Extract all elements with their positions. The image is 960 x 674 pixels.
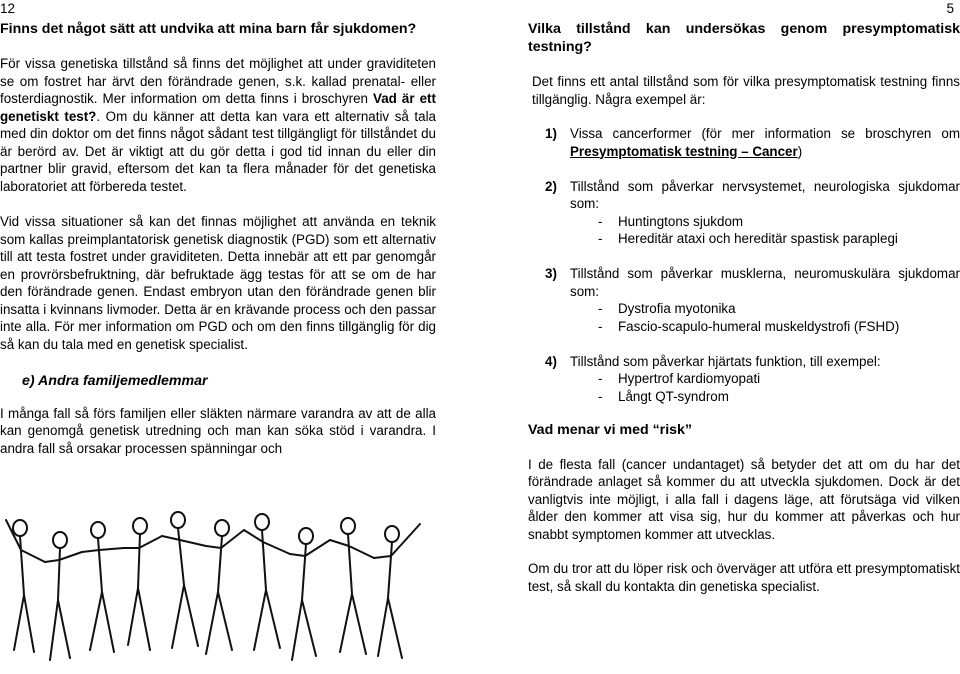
- sub-list-item: [570, 213, 960, 231]
- paragraph-prenatal-text-c: . Om du känner att detta kan vara ett alternativ så tala med din doktor om det finns något sådant test tillgängligt för tillståndet du är berörd av. Det är viktigt att du gör detta i god tid innan du eller din partner blir gravid, eftersom det kan ta flera månader för det genetiska laboratoriet att förbereda testet.: [0, 108, 436, 194]
- dancing-figures-illustration: [0, 500, 440, 674]
- list-item-number: 2): [545, 178, 557, 194]
- right-heading: Vilka tillstånd kan undersökas genom presymptomatisk testning?: [528, 21, 960, 55]
- brochure-title: Vad är ett genetiskt test?: [0, 91, 436, 124]
- sub-list: [570, 370, 960, 405]
- sub-list-item-text: Dystrofia myotonika: [618, 301, 736, 316]
- list-item-text-a: Vissa cancerformer (för mer information se broschyren om: [570, 126, 960, 141]
- figure-10: [374, 524, 420, 658]
- list-item-text: Tillstånd som påverkar hjärtats funktion, till exempel:: [570, 353, 881, 369]
- sub-list-item-text: Hereditär ataxi och hereditär spastisk paraplegi: [618, 231, 898, 246]
- list-item: [528, 353, 960, 406]
- list-item: [528, 125, 960, 160]
- list-item: [528, 265, 960, 335]
- figure-4: [124, 518, 162, 650]
- paragraph-prenatal: [0, 55, 436, 195]
- paragraph-pgd: Vid vissa situationer så kan det finnas möjlighet att använda en teknik som kallas preimplantatorisk genetisk diagnostik (PGD) som ett alternativ till att testa fostret under graviditeten. Detta innebär att ett par genomgår en provrörsbefruktning, där befruktade ägg testas för att se om de har den förändrade genen. Endast embryon utan den förändrade genen blir insatta i kvinnans livmoder. Detta är en krävande process och den passar inte alla. För mer information om PGD och om den finns tillgänglig för dig så kan du tala med en genetisk specialist.: [0, 214, 436, 352]
- page-number-right: 5: [946, 1, 954, 16]
- sub-list-item: [570, 370, 960, 388]
- section-heading-risk: Vad menar vi med “risk”: [528, 421, 693, 438]
- figure-2: [45, 532, 82, 660]
- sub-list-item: [570, 388, 960, 406]
- list-item-text: Tillstånd som påverkar musklerna, neuromuskulära sjukdomar som:: [570, 266, 960, 299]
- page-number-left: 12: [0, 1, 16, 16]
- sub-list-item: [570, 230, 960, 248]
- paragraph-family: I många fall så förs familjen eller släkten närmare varandra av att de alla kan genomgå genetisk utredning och man kan söka stöd i varandra. I andra fall så orsakar processen spänningar och: [0, 405, 436, 456]
- figure-7: [244, 514, 290, 650]
- figure-9: [330, 518, 374, 654]
- sub-list-item-text: Huntingtons sjukdom: [618, 213, 744, 229]
- list-item-number: 3): [545, 266, 557, 281]
- list-item-text-c: ): [797, 143, 803, 159]
- condition-list: [528, 125, 960, 405]
- list-item: [528, 178, 960, 248]
- sub-list: [570, 213, 960, 248]
- paragraph-contact: Om du tror att du löper risk och överväger att utföra ett presymptomatiskt test, så skall du kontakta din genetiska specialist.: [528, 561, 960, 594]
- sub-list-item: [570, 318, 960, 336]
- brochure-link: Presymptomatisk testning – Cancer: [570, 143, 798, 159]
- sub-list-item-text: Fascio-scapulo-humeral muskeldystrofi (FSHD): [618, 318, 900, 334]
- list-item-text: [570, 125, 960, 160]
- sub-list-item-text: Långt QT-syndrom: [618, 388, 729, 404]
- figure-5: [162, 512, 206, 648]
- figure-6: [206, 520, 244, 654]
- paragraph-risk: I de flesta fall (cancer undantaget) så betyder det att om du har det förändrade anlaget så kommer du att utveckla sjukdomen. Dock är det vanligtvis inte möjligt, i alla fall i dagens läge, att förutsäga vid vilken ålder den kommer att visa sig, hur du kommer att påverkas och hur snabbt symptomen kommer att utvecklas.: [528, 456, 960, 542]
- figure-8: [290, 528, 330, 660]
- sub-list: [570, 300, 960, 335]
- list-item-text: Tillstånd som påverkar nervsystemet, neurologiska sjukdomar som:: [570, 178, 960, 211]
- section-heading-family: e) Andra familjemedlemmar: [22, 373, 208, 389]
- list-item-number: 4): [545, 353, 557, 369]
- left-column: [0, 20, 436, 457]
- sub-list-item: [570, 300, 960, 318]
- sub-list-item-text: Hypertrof kardiomyopati: [618, 371, 761, 386]
- paragraph-intro: Det finns ett antal tillstånd som för vilka presymptomatisk testning finns tillgänglig. Några exempel är:: [532, 74, 960, 107]
- left-heading: Finns det något sätt att undvika att mina barn får sjukdomen?: [0, 21, 417, 37]
- figure-1: [6, 520, 45, 652]
- paragraph-prenatal-text-a: För vissa genetiska tillstånd så finns det möjlighet att under graviditeten se om fostret har ärvt den förändrade genen, s.k. kallad prenatal- eller fosterdiagnostik. Mer information om detta finns i broschyren: [0, 56, 436, 106]
- list-item-number: 1): [545, 126, 557, 141]
- figure-3: [82, 522, 124, 652]
- right-column: [528, 20, 960, 595]
